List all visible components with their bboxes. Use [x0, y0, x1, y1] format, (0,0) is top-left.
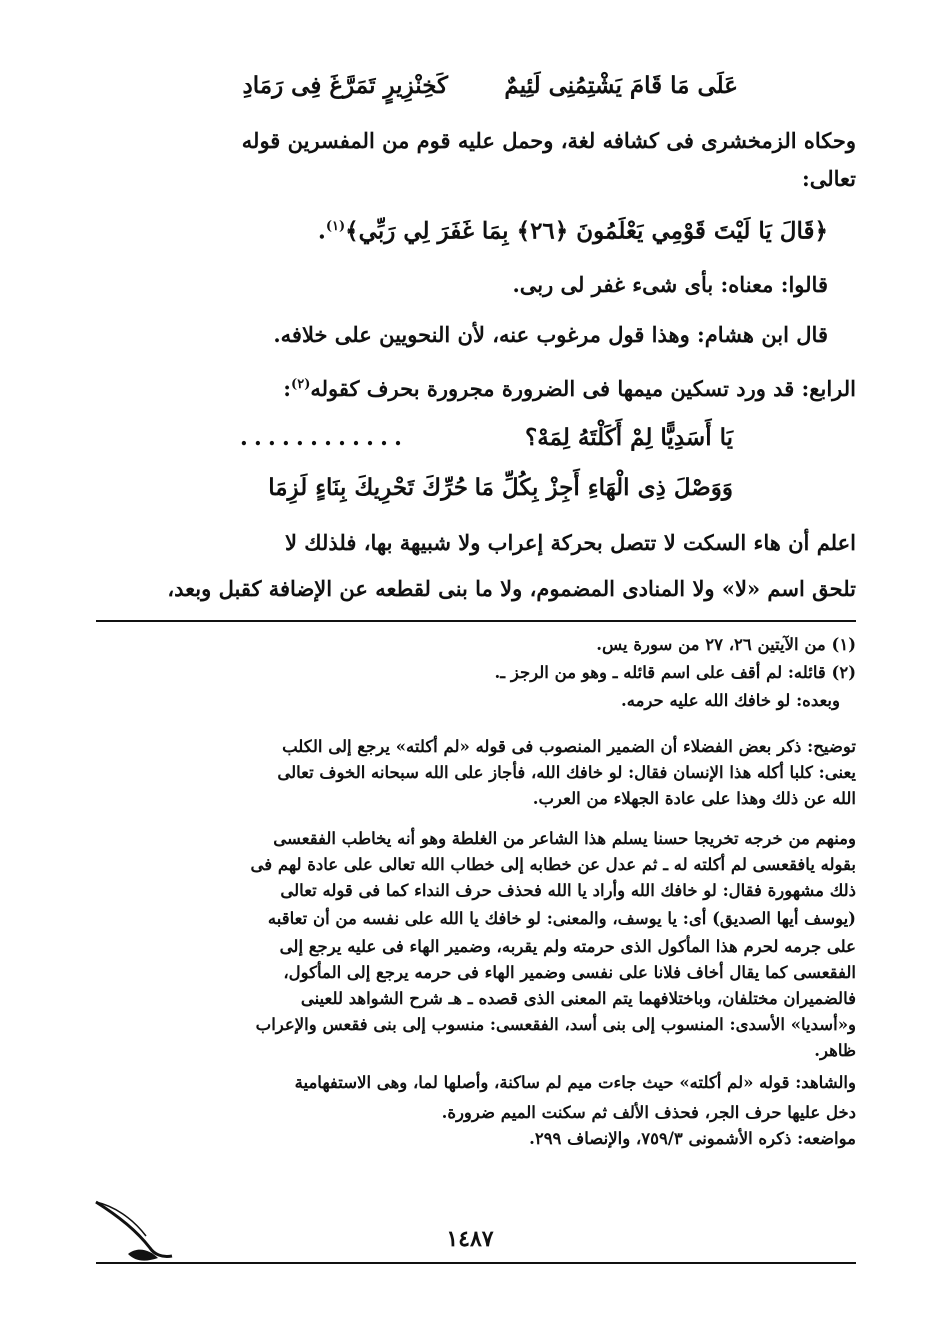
verse-hemistich-1: عَلَى مَا قَامَ يَشْتِمُنِى لَئِيمٌ	[504, 72, 738, 99]
body-line-ibn-hisham: قال ابن هشام: وهذا قول مرغوب عنه، لأن النحويين على خلافه.	[273, 322, 828, 347]
footnote-2-line-11: الفقعسى كما يقال أخاف فلانا على نفسى وضمير الهاء فى حرمه يرجع إلى المأكول،	[283, 963, 856, 982]
footnote-2-line-8: ذلك مشهورة فقال: لو خافك الله وأراد يا الله فحذف حرف النداء كما فى قوله تعالى	[280, 881, 856, 900]
footnote-2-line-17: مواضعه: ذكره الأشمونى ٧٥٩/٣، والإنصاف ٢٩٩.	[529, 1129, 856, 1148]
footnote-separator	[96, 620, 856, 622]
quran-verse: ﴿قَالَ يَا لَيْتَ قَوْمِي يَعْلَمُونَ ﴿٢٦﴾ بِمَا غَفَرَ لِي رَبِّي﴾$^{(١)}$.	[317, 217, 828, 245]
footnote-2-line-12: فالضميران مختلفان، وباختلافهما يتم المعنى الذى قصده ـ هـ شرح الشواهد للعينى	[300, 989, 856, 1008]
verse-hemistich-2: كَخِنْزِيرٍ تَمَرَّغَ فِى رَمَادِ	[242, 72, 448, 99]
footnote-2-line-14: ظاهر.	[814, 1041, 856, 1060]
footnote-2-line-16: دخل عليها حرف الجر، فحذف الألف ثم سكنت الميم ضرورة.	[441, 1103, 856, 1122]
verse-line-b-first: وَوَصْلَ ذِى الْهَاءِ أَجِزْ بِكُلِّ مَا	[474, 474, 733, 501]
body-line-fourth: الرابع: قد ورد تسكين ميمها فى الضرورة مجرورة بحرف كقوله$^{(٢)}$:	[283, 376, 856, 401]
footnote-2-line-15: والشاهد: قوله «لم أكلته» حيث جاءت ميم لم ساكنة، وأصلها لما، وهى الاستفهامية	[294, 1073, 856, 1092]
footnote-1: (١) من الآيتين ٢٦، ٢٧ من سورة يس.	[596, 635, 856, 654]
footnote-ref-1: (١)	[325, 219, 346, 234]
footnote-2-line-7: بقوله يافقعسى لم أكلته له ـ ثم عدل عن خطابه إلى خطاب الله تعالى على عادة لهم فى	[250, 855, 856, 874]
quran-verse-text: ﴿قَالَ يَا لَيْتَ قَوْمِي يَعْلَمُونَ ﴿٢٦﴾ بِمَا غَفَرَ لِي رَبِّي﴾	[345, 217, 828, 245]
footnote-2-line-5: الله عن ذلك وهذا على عادة الجهلاء من العرب.	[532, 789, 856, 808]
footnote-2-line-10: على جرمه لحرم هذا المأكول الذى حرمته ولم يقربه، وضمير الهاء فى عليه يرجع إلى	[279, 937, 856, 956]
bottom-rule	[96, 1262, 856, 1264]
footnote-2-line-9: (يوسف أيها الصديق) أى: يا يوسف، والمعنى: لو خافك يا الله على نفسه من أن تعاقبه	[267, 909, 856, 928]
body-line-1: وحكاه الزمخشرى فى كشافه لغة، وحمل عليه قوم من المفسرين قوله	[241, 128, 856, 153]
footnote-2-line-3: توضيح: ذكر بعض الفضلاء أن الضمير المنصوب فى قوله «لم أكلته» يرجع إلى الكلب	[282, 737, 856, 756]
footnote-2-line-6: ومنهم من خرجه تخريجا حسنا يسلم هذا الشاعر من الغلطة وهو أنه يخاطب الفقعسى	[273, 829, 856, 848]
footnote-2: (٢) قائله: لم أقف على اسم قائله ـ وهو من الرجز ـ.	[494, 663, 856, 682]
footnote-2-line-4: يعنى: كلبا أكله هذا الإنسان فقال: لو خافك الله، فأجاز على الله سبحانه الخوف تعالى	[277, 763, 856, 782]
verse-line-a: يَا أَسَدِيًّا لِمْ أَكَلْتَهُ لِمَهْ؟	[525, 424, 733, 451]
body-line-2: تعالى:	[801, 166, 856, 191]
footnote-ref-2: (٢)	[291, 377, 311, 392]
body-line-3: اعلم أن هاء السكت لا تتصل بحركة إعراب ولا شبيهة بها، فلذلك لا	[285, 530, 856, 555]
verse-line-a-dots: ............	[239, 424, 408, 451]
body-line-meaning: قالوا: معناه: بأى شىء غفر لى ربى.	[512, 272, 828, 297]
footnote-2-line-2: وبعده: لو خافك الله عليه حرمه.	[621, 691, 840, 710]
verse-line-b-second: حُرِّكَ تَحْرِيكَ بِنَاءٍ لَزِمَا	[268, 474, 468, 501]
page-number: ١٤٨٧	[446, 1226, 494, 1252]
footnote-2-line-13: و«أسديا» الأسدى: المنسوب إلى بنى أسد، الفقعسى: منسوب إلى بنى فقعس والإعراب	[255, 1015, 856, 1034]
body-line-4: تلحق اسم «لا» ولا المنادى المضموم، ولا ما بنى لقطعه عن الإضافة كقبل وبعد،	[167, 576, 856, 601]
quill-ornament-icon	[88, 1196, 178, 1266]
